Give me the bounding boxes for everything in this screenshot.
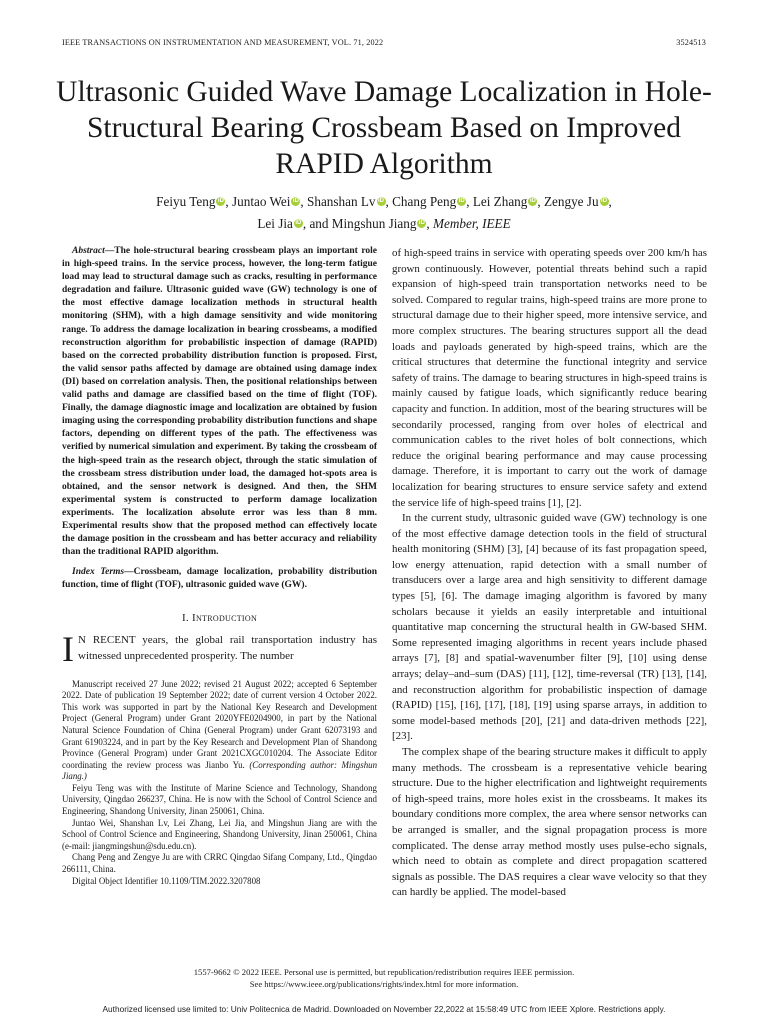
right-column bbox=[392, 246, 707, 901]
footnote: Juntao Wei, Shanshan Lv, Lei Zhang, Lei Jia, and Mingshun Jiang are with the School of Control Science and Engineering, Shandong University, Jinan 250061, China (e-mail: jiangmingshun@sdu.edu.cn). bbox=[62, 817, 377, 851]
orcid-icon[interactable]: iD bbox=[529, 198, 536, 204]
author: Feiyu Teng bbox=[156, 194, 216, 209]
copyright-footer bbox=[40, 966, 728, 990]
intro-text: years, the global rail transportation industry has witnessed unprecedented prosperity. The number bbox=[78, 633, 377, 662]
copyright-line: 1557-9662 © 2022 IEEE. Personal use is permitted, but republication/redistribution requires IEEE permission. bbox=[193, 967, 575, 977]
footnote: Chang Peng and Zengye Ju are with CRRC Qingdao Sifang Company, Ltd., Qingdao 266111, China. bbox=[62, 852, 377, 875]
section-heading: I. Introduction bbox=[181, 612, 258, 625]
author-list bbox=[40, 191, 728, 235]
orcid-icon[interactable]: iD bbox=[295, 220, 302, 226]
running-header bbox=[62, 38, 706, 47]
index-terms-label: Index Terms bbox=[72, 567, 125, 578]
author-line-2: Lei Jia iD , and Mingshun Jiang iD , Member, IEEE bbox=[257, 216, 511, 231]
abstract-label: Abstract bbox=[72, 246, 105, 256]
body-paragraph: of high-speed trains in service with operating speeds over 200 km/h has grown continuously. However, potential threats behind such a rapid expansion of high-speed train transportation networks need to be solved. Compared to regular trains, high-speed trains are more prone to structural damage due to their higher speed, more intensive service, and more complex structures. The bearing structures support all the dead loads and payloads generated by high-speed trains, which are the critical structures that determine the functional integrity and service safety of trains. The damage to bearing structures in high-speed trains is mainly caused by fatigue loads, which significantly reduce bearing capacity and function. In addition, most of the bearing structures will be secondarily processed, ranging from over holes of electrical and communication cables to the rivet holes of bolt connections, which reduce the original bearing performance and may cause processing damage. Therefore, it is important to carry out the work of damage localization for bearing structures to ensure service safety and extend the service life of high-speed trains [1], [2]. bbox=[392, 247, 707, 509]
author: Zengye Ju bbox=[543, 194, 599, 209]
orcid-icon[interactable]: iD bbox=[292, 198, 299, 204]
body-paragraph: The complex shape of the bearing structure makes it difficult to apply many methods. The crossbeam is a representative vehicle bearing structure. Due to the higher electrification and lightweight requirements of high-speed trains, more holes exist in the crossbeams. It makes its boundary conditions more complex, the area where sensor networks can be arranged is smaller, and the signal propagation process is more complicated. The dense array method mostly uses pulse-echo signals, which need to obtain as complete and direct propagation scattered signals as possible. The DAS requires a clear wave velocity so that they can hardly be applied. The model-based bbox=[392, 746, 707, 899]
paper-title: Ultrasonic Guided Wave Damage Localization in Hole-Structural Bearing Crossbeam Based on Improved RAPID Algorithm bbox=[56, 76, 712, 180]
section-title: Introduction bbox=[192, 612, 258, 625]
footnotes bbox=[62, 679, 377, 888]
index-terms-text: Crossbeam, damage localization, probability distribution function, time of flight (TOF), ultrasonic guided wave (GW). bbox=[62, 567, 377, 591]
footnote: Feiyu Teng was with the Institute of Marine Science and Technology, Shandong University, Qingdao 266237, China. He is now with the School of Control Science and Engineering, Shandong University, Jinan 250061, China. bbox=[62, 782, 377, 817]
author: and Mingshun Jiang bbox=[309, 216, 417, 231]
member-designation: Member, IEEE bbox=[433, 216, 511, 231]
author: Juntao Wei bbox=[232, 194, 291, 209]
orcid-icon[interactable]: iD bbox=[217, 198, 224, 204]
intro-first-word: N RECENT bbox=[78, 633, 136, 646]
intro-paragraph bbox=[62, 628, 377, 669]
footnote: Manuscript received 27 June 2022; revised 21 August 2022; accepted 6 September 2022. Date of publication 19 September 2022; date of current version 4 October 2022. This work was supported in part by the National Key Research and Development Project (General Program) under Grant 2020YFE0204900, in part by the National Natural Science Foundation of China (General Program) under Grant 62073193 and Grant 61903224, and in part by the Key Research and Development Plan of Shandong Province (General Program) under Grant 2021CXGC010204. The Associate Editor coordinating the review process was Jianbo Yu. (Corresponding author: Mingshun Jiang.) bbox=[62, 678, 378, 782]
author: Shanshan Lv bbox=[307, 194, 376, 209]
orcid-icon[interactable]: iD bbox=[601, 198, 608, 204]
abstract: Abstract—The hole-structural bearing crossbeam plays an important role in high-speed trains. In the service process, however, the long-term fatigue load may lead to structural damage such as cracks, resulting in performance degradation and failure. Ultrasonic guided wave (GW) technology is one of the most effective damage localization methods in structural health monitoring (SHM), with a high damage sensitivity and wide monitoring range. To address the damage localization in bearing crossbeams, a modified reconstruction algorithm for probabilistic inspection of damage (RAPID) based on the corrected probability distribution function is proposed. First, the valid sensor paths affected by damage are obtained using damage index (DI) based on correlation analysis. Then, the positional relationships between valid paths and damage are classified based on the time of flight (TOF). Finally, the damage diagnostic image and localization are obtained by fusion imaging using the corresponding probability distribution functions and shape factors, depending on different types of the path. The effectiveness was verified by numerical simulation and experiment. By taking the crossbeam of the high-speed train as the research object, through the static simulation of the crossbeam stress distribution under load, the damaged hot-spots area is obtained, and the sensor network is designed. And then, the SHM experimental system is constructed to perform damage localization experiments. The localization absolute error was less than 8 mm. Experimental results show that the proposed method can effectively locate the damage position in the crossbeam and has better accuracy and reliability than the traditional RAPID algorithm. bbox=[62, 246, 377, 558]
body-paragraph: In the current study, ultrasonic guided wave (GW) technology is one of the most effective damage detection tools in the field of structural health monitoring (SHM) [3], [4] because of its fast propagation speed, low energy attenuation, rapid detection with a small number of transducers over a large area and high sensitivity to different damage types [5], [6]. The damage imaging algorithm is favored by many scholars because it yields an easily interpretable and intuitional quantitative map concerning the structural health in GW-based SHM. Some represented imaging algorithms in recent years include phased arrays [7], [8] and spatial-wavenumber filter [9], [10] using dense arrays; delay–and–sum (DAS) [11], [12], time-reversal (TR) [13], [14], and reconstruction algorithm for probabilistic inspection of damage (RAPID) [15], [16], [17], [18], [19] using sparse arrays, in addition to some model-based methods [20], [21] and data-driven methods [22], [23]. bbox=[392, 512, 707, 743]
rights-link[interactable]: See https://www.ieee.org/publications/rights/index.html for more information. bbox=[249, 979, 519, 989]
footnote-doi: Digital Object Identifier 10.1109/TIM.2022.3207808 bbox=[72, 875, 261, 886]
abstract-text: The hole-structural bearing crossbeam plays an important role in high-speed trains. In the service process, however, the long-term fatigue load may lead to structural damage such as cracks, resulting in performance degradation and failure. Ultrasonic guided wave (GW) technology is one of the most effective damage localization methods in structural health monitoring (SHM), with a high damage sensitivity and wide monitoring range. To address the damage localization in bearing crossbeams, a modified reconstruction algorithm for probabilistic inspection of damage (RAPID) based on the corrected probability distribution function is proposed. First, the valid sensor paths affected by damage are obtained using damage index (DI) based on correlation analysis. Then, the positional relationships between valid paths and damage are classified based on the time of flight (TOF). Finally, the damage diagnostic image and localization are obtained by fusion imaging using the corresponding probability distribution functions and shape factors, depending on different types of the path. The effectiveness was verified by numerical simulation and experiment. By taking the crossbeam of the high-speed train as the research object, through the static simulation of the crossbeam stress distribution under load, the damaged hot-spots area is obtained, and the sensor network is designed. And then, the SHM experimental system is constructed to perform damage localization experiments. The localization absolute error was less than 8 mm. Experimental results show that the proposed method can effectively locate the damage position in the crossbeam and has better accuracy and reliability than the traditional RAPID algorithm. bbox=[62, 246, 377, 558]
orcid-icon[interactable]: iD bbox=[418, 220, 425, 226]
orcid-icon[interactable]: iD bbox=[378, 198, 385, 204]
left-column bbox=[62, 245, 377, 887]
author: Lei Zhang bbox=[472, 194, 528, 209]
author-line-1: Feiyu Teng iD , Juntao Wei iD , Shanshan Lv iD , Chang Peng iD , Lei Zhang iD , Zengye Ju iD , bbox=[156, 194, 612, 209]
journal-name: IEEE TRANSACTIONS ON INSTRUMENTATION AND MEASUREMENT, VOL. 71, 2022 bbox=[62, 38, 384, 47]
author: Lei Jia bbox=[257, 216, 293, 231]
article-number: 3524513 bbox=[676, 38, 706, 47]
drop-cap: I bbox=[62, 628, 74, 669]
index-terms: Index Terms—Crossbeam, damage localization, probability distribution function, time of flight (TOF), ultrasonic guided wave (GW). bbox=[62, 567, 377, 591]
orcid-icon[interactable]: iD bbox=[458, 198, 465, 204]
authorized-use-notice: Authorized licensed use limited to: Univ Politecnica de Madrid. Downloaded on November 22,2022 at 15:58:49 UTC from IEEE Xplore. Restrictions apply. bbox=[102, 1004, 666, 1014]
author: Chang Peng bbox=[392, 194, 457, 209]
